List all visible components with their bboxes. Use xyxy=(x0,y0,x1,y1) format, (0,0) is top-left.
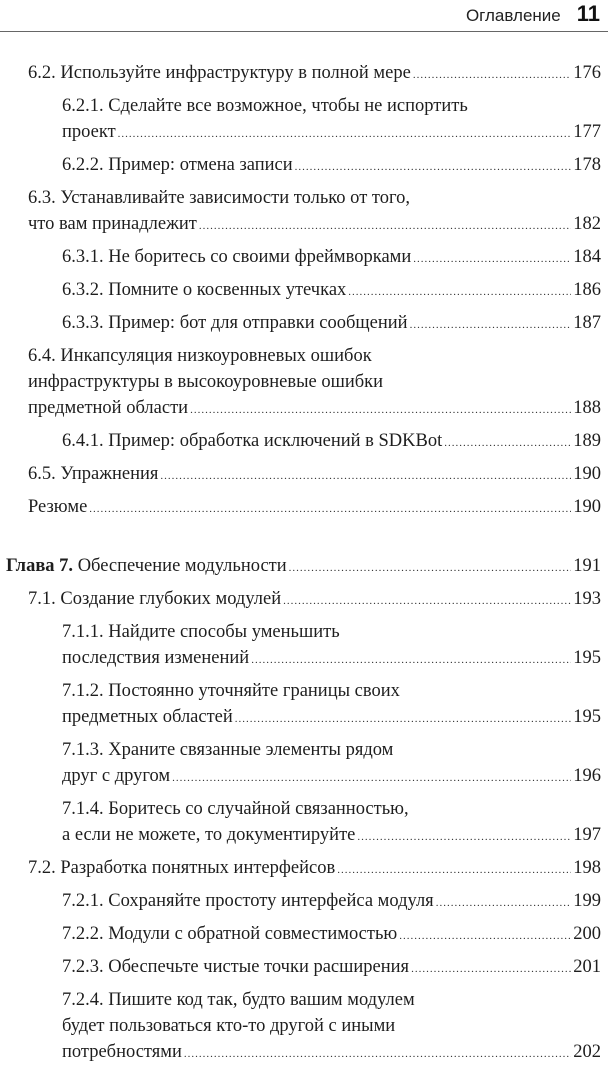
toc-page-number: 178 xyxy=(573,155,601,175)
toc-entry[interactable] xyxy=(0,888,608,916)
toc-entry-title: 7.2.1. Сохраняйте простоту интерфейса модуля xyxy=(62,891,434,911)
toc-entry-title-cont: потребностями xyxy=(62,1042,182,1062)
dot-leader xyxy=(160,463,571,489)
toc-page-number: 196 xyxy=(573,766,601,786)
toc-entry[interactable] xyxy=(0,855,608,883)
toc-entry[interactable] xyxy=(0,796,608,850)
toc-entry[interactable] xyxy=(0,954,608,982)
dot-leader xyxy=(411,956,571,982)
toc-entry[interactable] xyxy=(0,494,608,522)
toc-entry-title: 7.1.1. Найдите способы уменьшить xyxy=(62,622,340,642)
dot-leader xyxy=(295,154,572,180)
toc-page-number: 186 xyxy=(573,280,601,300)
dot-leader xyxy=(436,890,572,916)
dot-leader xyxy=(348,279,571,305)
header-rule xyxy=(0,31,608,32)
dot-leader xyxy=(399,923,571,949)
dot-leader xyxy=(251,647,571,673)
page-number: 11 xyxy=(576,1,600,26)
toc-entry-title: 7.2.3. Обеспечьте чистые точки расширения xyxy=(62,957,410,977)
toc-page-number: 197 xyxy=(573,825,601,845)
toc-entry-title: 6.4.1. Пример: обработка исключений в SDKBot xyxy=(62,431,443,451)
toc-entry-title: 7.2.2. Модули с обратной совместимостью xyxy=(62,924,398,944)
dot-leader xyxy=(118,121,572,147)
dot-leader xyxy=(413,62,571,88)
dot-leader xyxy=(410,312,572,338)
toc-entry-title-cont: последствия изменений xyxy=(62,648,250,668)
toc-entry-title-cont: друг с другом xyxy=(62,766,171,786)
section-gap xyxy=(0,527,608,553)
toc-entry-title-cont: проект xyxy=(62,122,116,142)
toc-entry-title: 7.1.3. Храните связанные элементы рядом xyxy=(62,740,394,760)
toc-entry-title: 7.2. Разработка понятных интерфейсов xyxy=(28,858,336,878)
dot-leader xyxy=(190,397,571,423)
running-head-title: Оглавление xyxy=(465,6,561,25)
toc-page-number: 199 xyxy=(573,891,601,911)
toc-entry[interactable] xyxy=(0,185,608,239)
toc-page-number: 177 xyxy=(573,122,601,142)
toc-page-number: 182 xyxy=(573,214,601,234)
dot-leader xyxy=(357,824,571,850)
running-head xyxy=(466,0,600,28)
toc-page-number: 195 xyxy=(573,648,601,668)
toc-entry-title-cont: предметных областей xyxy=(62,707,233,727)
toc-entry-title-cont: а если не можете, то документируйте xyxy=(62,825,356,845)
toc-entry[interactable] xyxy=(0,428,608,456)
toc-page-number: 188 xyxy=(573,398,601,418)
toc-page-number: 176 xyxy=(573,63,601,83)
toc-entry-title: 6.2. Используйте инфраструктуру в полной мере xyxy=(28,63,411,83)
toc-entry-title-cont: будет пользоваться кто-то другой с иными xyxy=(62,1016,396,1036)
toc-page-number: 189 xyxy=(573,431,601,451)
toc-page-number: 201 xyxy=(573,957,601,977)
toc-entry-title: 6.3.3. Пример: бот для отправки сообщений xyxy=(62,313,408,333)
toc-entry-title: Обеспечение модульности xyxy=(77,556,287,576)
dot-leader xyxy=(235,706,571,732)
toc-entry-title: 6.3. Устанавливайте зависимости только от того, xyxy=(28,188,410,208)
table-of-contents xyxy=(0,60,608,1072)
toc-page-number: 187 xyxy=(573,313,601,333)
toc-page-number: 191 xyxy=(573,556,601,576)
toc-entry[interactable] xyxy=(0,152,608,180)
toc-entry[interactable] xyxy=(0,678,608,732)
toc-entry-title: 6.3.2. Помните о косвенных утечках xyxy=(62,280,347,300)
dot-leader xyxy=(337,857,571,883)
toc-page-number: 195 xyxy=(573,707,601,727)
toc-entry[interactable] xyxy=(0,461,608,489)
toc-entry[interactable] xyxy=(0,60,608,88)
toc-page-number: 193 xyxy=(573,589,601,609)
toc-entry-title-cont: предметной области xyxy=(28,398,189,418)
toc-entry-title: 6.2.2. Пример: отмена записи xyxy=(62,155,293,175)
toc-entry-title: 7.1. Создание глубоких модулей xyxy=(28,589,282,609)
toc-entry[interactable] xyxy=(0,737,608,791)
toc-entry[interactable] xyxy=(0,987,608,1067)
toc-entry-title: 6.2.1. Сделайте все возможное, чтобы не испортить xyxy=(62,96,468,116)
toc-entry[interactable] xyxy=(0,586,608,614)
toc-entry[interactable] xyxy=(0,619,608,673)
toc-entry-title: 6.4. Инкапсуляция низкоуровневых ошибок xyxy=(28,346,372,366)
dot-leader xyxy=(184,1041,571,1067)
toc-entry[interactable] xyxy=(0,244,608,272)
dot-leader xyxy=(413,246,571,272)
dot-leader xyxy=(199,213,571,239)
dot-leader xyxy=(444,430,571,456)
toc-page-number: 198 xyxy=(573,858,601,878)
toc-page-number: 190 xyxy=(573,464,601,484)
toc-entry-title: Резюме xyxy=(28,497,88,517)
toc-entry[interactable] xyxy=(0,343,608,423)
dot-leader xyxy=(172,765,571,791)
dot-leader xyxy=(283,588,571,614)
toc-entry-title: 7.1.2. Постоянно уточняйте границы своих xyxy=(62,681,400,701)
toc-page-number: 190 xyxy=(573,497,601,517)
toc-entry-title: 6.3.1. Не боритесь со своими фреймворками xyxy=(62,247,412,267)
toc-entry-title: 7.2.4. Пишите код так, будто вашим модулем xyxy=(62,990,415,1010)
toc-entry[interactable] xyxy=(0,93,608,147)
toc-entry-title: 6.5. Упражнения xyxy=(28,464,159,484)
toc-page-number: 200 xyxy=(573,924,601,944)
chapter-label: Глава 7. xyxy=(6,556,74,576)
dot-leader xyxy=(89,496,571,522)
toc-entry-title-cont: что вам принадлежит xyxy=(28,214,197,234)
toc-entry[interactable] xyxy=(0,310,608,338)
toc-entry-title-cont: инфраструктуры в высокоуровневые ошибки xyxy=(28,372,384,392)
toc-entry[interactable] xyxy=(0,277,608,305)
toc-entry[interactable] xyxy=(0,921,608,949)
toc-page-number: 202 xyxy=(573,1042,601,1062)
dot-leader xyxy=(289,555,572,581)
toc-page-number: 184 xyxy=(573,247,601,267)
toc-entry-title: 7.1.4. Боритесь со случайной связанностью, xyxy=(62,799,409,819)
toc-chapter-entry[interactable] xyxy=(0,553,608,581)
